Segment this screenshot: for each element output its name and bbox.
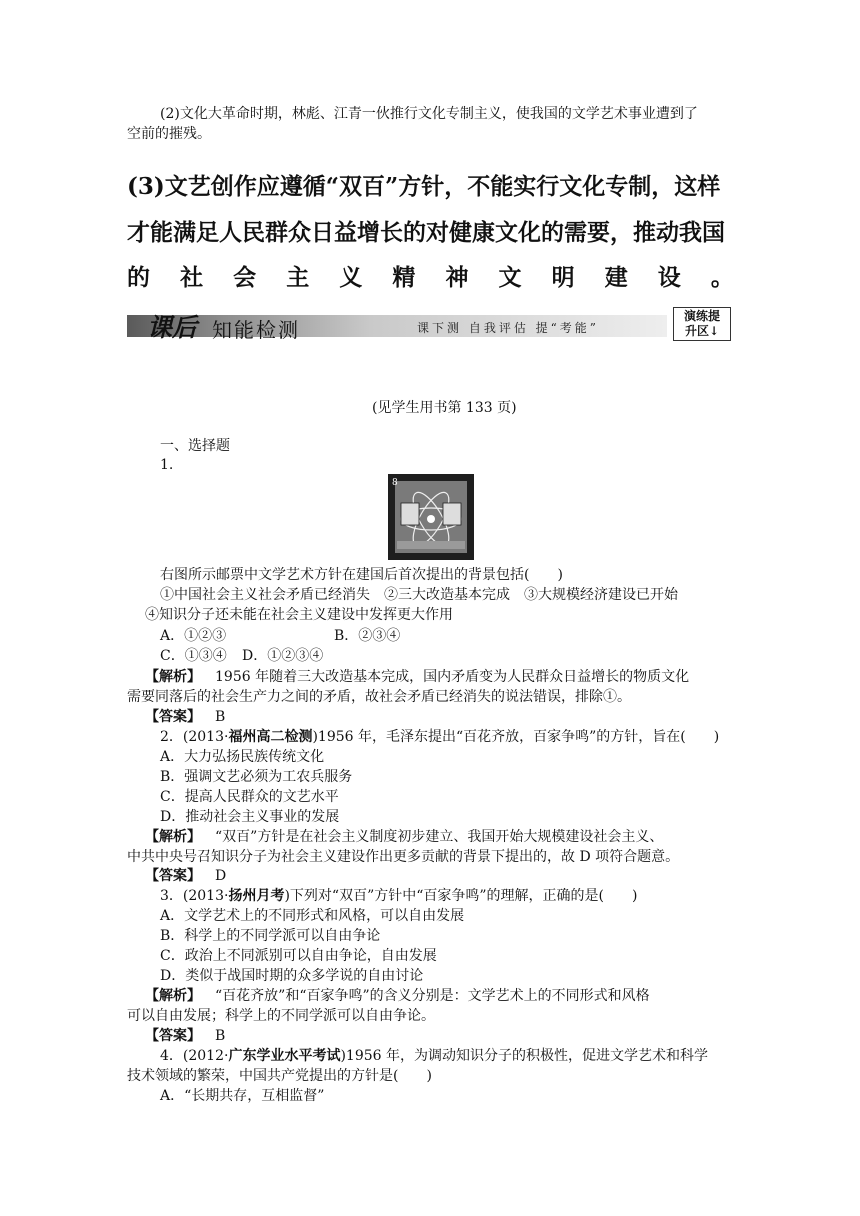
- banner-title-a: 课后: [147, 313, 198, 342]
- q4-stem-line2: 技术领域的繁荣，中国共产党提出的方针是( ): [127, 1068, 432, 1084]
- q2-source: 福州高二检测: [228, 729, 313, 745]
- q3-source: 扬州月考: [228, 888, 285, 904]
- analysis-text: “百花齐放”和“百家争鸣”的含义分别是：文学艺术上的不同形式和风格: [215, 988, 650, 1004]
- q3-answer: [145, 1026, 225, 1046]
- answer-label: 【答案】: [145, 1028, 201, 1044]
- analysis-text: “双百”方针是在社会主义制度初步建立、我国开始大规模建设社会主义、: [215, 829, 664, 845]
- analysis-text: 1956 年随着三大改造基本完成，国内矛盾变为人民群众日益增长的物质文化: [215, 669, 690, 685]
- box-line2: 升区↓: [684, 324, 720, 338]
- practice-zone-box: [673, 307, 731, 341]
- q1-number: 1.: [160, 457, 174, 473]
- q2-option-b: B．强调文艺必须为工农兵服务: [160, 769, 353, 785]
- answer-3-line3: [127, 263, 734, 293]
- q4-stem: [160, 1046, 708, 1066]
- analysis-label: 【解析】: [145, 829, 201, 845]
- q3-option-d: D．类似于战国时期的众多学说的自由讨论: [160, 968, 424, 984]
- q4-option-a: A．“长期共存，互相监督”: [160, 1088, 325, 1104]
- q1-analysis-line1: [145, 667, 689, 687]
- answer-value: B: [215, 709, 226, 725]
- q2-analysis-line1: [145, 827, 663, 847]
- stamp-image: [388, 474, 474, 560]
- q3-stem: [160, 886, 637, 906]
- q2-option-a: A．大力弘扬民族传统文化: [160, 749, 325, 765]
- banner-title-b: 知能检测: [212, 318, 300, 342]
- char: 社: [180, 264, 204, 291]
- char: 主: [286, 264, 310, 291]
- q3-option-a: A．文学艺术上的不同形式和风格，可以自由发展: [160, 908, 465, 924]
- char: 文: [498, 264, 522, 291]
- char: 。: [710, 264, 734, 291]
- q1-choice-b: B．②③④: [334, 628, 401, 644]
- char: 设: [657, 264, 681, 291]
- answer-2-line1: (2)文化大革命时期，林彪、江青一伙推行文化专制主义，使我国的文学艺术事业遭到了: [160, 106, 698, 122]
- atom-graphic: [395, 481, 467, 553]
- answer-3-line1: (3)文艺创作应遵循“双百”方针，不能实行文化专制，这样: [127, 173, 721, 200]
- q2-stem: [160, 727, 719, 747]
- char: 会: [233, 264, 257, 291]
- q4-stem-text: )1956 年，为调动知识分子的积极性，促进文学艺术和科学: [340, 1048, 708, 1064]
- q1-analysis-line2: 需要同落后的社会生产力之间的矛盾，故社会矛盾已经消失的说法错误，排除①。: [127, 689, 631, 705]
- char: 义: [339, 264, 363, 291]
- answer-3-line2: 才能满足人民群众日益增长的对健康文化的需要，推动我国: [127, 219, 725, 246]
- q2-option-d: D．推动社会主义事业的发展: [160, 809, 340, 825]
- box-line1: 演练提: [683, 309, 720, 323]
- analysis-label: 【解析】: [145, 669, 201, 685]
- q4-source: 广东学业水平考试: [228, 1048, 341, 1064]
- stamp-inner: [395, 481, 467, 553]
- stamp-number: 8: [392, 478, 398, 488]
- answer-2-line2: 空前的摧残。: [127, 126, 211, 142]
- char: 的: [127, 264, 150, 291]
- q1-stem: 右图所示邮票中文学艺术方针在建国后首次提出的背景包括( ): [160, 567, 563, 583]
- q1-options-line1: ①中国社会主义社会矛盾已经消失 ②三大改造基本完成 ③大规模经济建设已开始: [160, 587, 678, 603]
- q1-choice-c: C．①③④: [160, 648, 227, 664]
- char: 神: [445, 264, 469, 291]
- q1-answer: [145, 707, 225, 727]
- q1-choice-a: A．①②③: [160, 628, 227, 644]
- q3-num: 3．(2013·: [160, 888, 229, 904]
- q3-analysis-line1: [145, 986, 650, 1006]
- q3-option-c: C．政治上不同派别可以自由争论，自由发展: [160, 948, 437, 964]
- q3-option-b: B．科学上的不同学派可以自由争论: [160, 928, 381, 944]
- answer-value: B: [215, 1028, 226, 1044]
- answer-label: 【答案】: [145, 868, 201, 884]
- page-reference: (见学生用书第 133 页): [372, 400, 517, 416]
- char: 精: [392, 264, 416, 291]
- q2-stem-text: )1956 年，毛泽东提出“百花齐放，百家争鸣”的方针，旨在( ): [312, 729, 720, 745]
- char: 明: [551, 264, 575, 291]
- q2-answer: [145, 866, 226, 886]
- q2-analysis-line2: 中共中央号召知识分子为社会主义建设作出更多贡献的背景下提出的，故 D 项符合题意。: [127, 849, 680, 865]
- section-banner: [127, 305, 733, 341]
- q4-num: 4．(2012·: [160, 1048, 229, 1064]
- q3-stem-text: )下列对“双百”方针中“百家争鸣”的理解，正确的是( ): [284, 888, 638, 904]
- q1-choice-d: D．①②③④: [242, 648, 324, 664]
- q3-analysis-line2: 可以自由发展；科学上的不同学派可以自由争论。: [127, 1008, 435, 1024]
- section-title: 一、选择题: [160, 438, 230, 454]
- analysis-label: 【解析】: [145, 988, 201, 1004]
- q1-options-line2: ④知识分子还未能在社会主义建设中发挥更大作用: [145, 607, 453, 623]
- banner-subtitle: 课下测 自我评估 提“考能”: [417, 321, 599, 335]
- q2-num: 2．(2013·: [160, 729, 229, 745]
- q2-option-c: C．提高人民群众的文艺水平: [160, 789, 339, 805]
- answer-value: D: [215, 868, 227, 884]
- char: 建: [604, 264, 628, 291]
- answer-label: 【答案】: [145, 709, 201, 725]
